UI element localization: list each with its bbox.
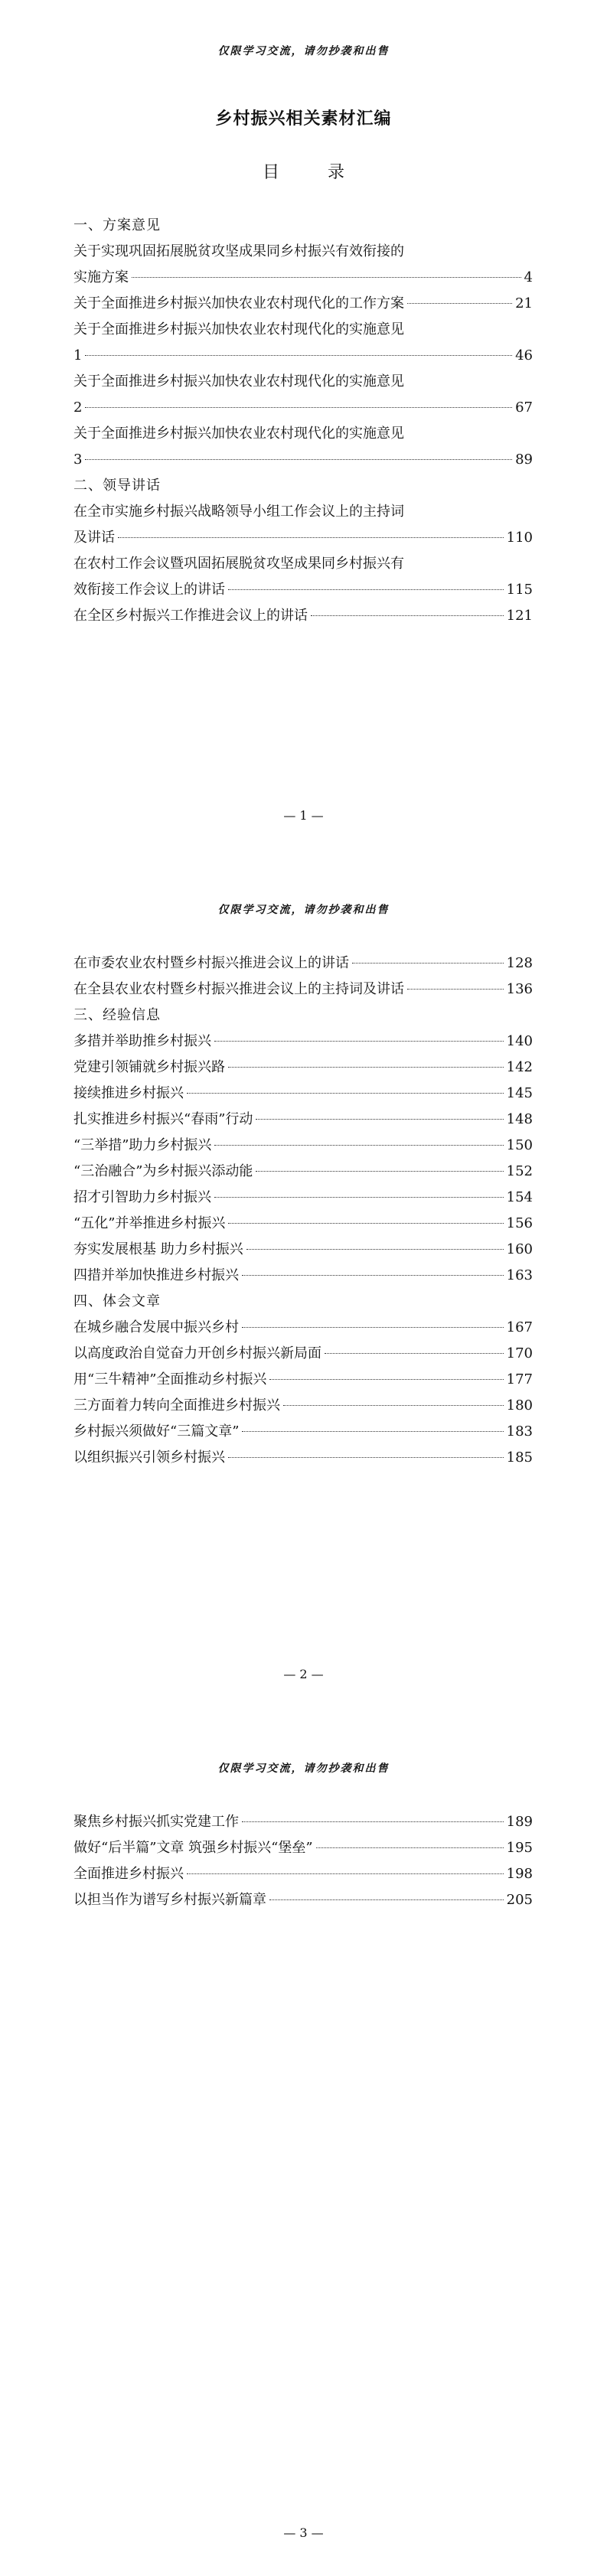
dot-leader [283,1405,504,1406]
dot-leader [187,1093,504,1094]
toc-entry-title: 扎实推进乡村振兴“春雨”行动 [73,1111,253,1127]
dot-leader [407,303,512,304]
toc-page-number: 198 [506,1866,533,1882]
toc-entry [73,343,533,369]
dot-leader [311,615,504,616]
toc-page-number: 170 [506,1345,533,1361]
toc-page-number: 145 [506,1085,533,1101]
toc-page-number: 183 [506,1423,533,1440]
dot-leader [85,459,512,460]
toc-entry-title: 及讲话 [73,530,115,546]
dot-leader [242,1275,504,1276]
toc-entry-title: 党建引领铺就乡村振兴路 [73,1059,225,1075]
toc-entry-title: 全面推进乡村振兴 [73,1866,184,1882]
dot-leader [118,537,504,538]
toc-page-number: 21 [515,295,533,311]
dot-leader [85,407,512,408]
toc-entry-title: 3 [73,452,83,468]
dot-leader [228,1223,503,1224]
toc-entry-title: 用“三牛精神”全面推动乡村振兴 [73,1371,267,1387]
dot-leader [132,277,521,278]
toc-entry-title: “五化”并举推进乡村振兴 [73,1215,226,1231]
toc-entry [73,1211,533,1237]
toc-page-number: 128 [506,955,533,971]
toc-page-number: 140 [506,1033,533,1049]
toc-entry-title: 夯实发展根基 助力乡村振兴 [73,1241,243,1257]
header-note: 仅限学习交流，请勿抄袭和出售 [217,45,390,57]
toc-entry-line: 关于全面推进乡村振兴加快农业农村现代化的实施意见 [73,321,404,337]
toc-entry-line: 关于全面推进乡村振兴加快农业农村现代化的实施意见 [73,426,404,442]
toc-page-number: 150 [506,1137,533,1153]
toc-entry [73,603,533,629]
dot-leader [269,1899,504,1900]
dot-leader [214,1041,504,1042]
dot-leader [256,1119,503,1120]
toc-entry-title: “三举措”助力乡村振兴 [73,1137,212,1153]
toc-section-heading: 二、领导讲话 [73,478,161,494]
toc-entry-title: 在全区乡村振兴工作推进会议上的讲话 [73,608,308,624]
toc-entry [73,1107,533,1133]
toc-page-number: 167 [506,1319,533,1335]
toc-entry-line: 在农村工作会议暨巩固拓展脱贫攻坚成果同乡村振兴有 [73,556,404,572]
toc-entry [73,447,533,473]
toc-entry-title: 以组织振兴引领乡村振兴 [73,1449,225,1466]
page-1 [0,0,607,859]
toc-entry [73,577,533,603]
toc-entry [73,1185,533,1211]
document-title: 乡村振兴相关素材汇编 [215,109,392,129]
toc-entry-title: 效衔接工作会议上的讲话 [73,582,225,598]
toc-page-number: 121 [506,608,533,624]
dot-leader [187,1873,504,1874]
toc-entry [73,1861,533,1887]
toc-entry-title: 做好“后半篇”文章 筑强乡村振兴“堡垒” [73,1840,313,1856]
toc-entry-title: 聚焦乡村振兴抓实党建工作 [73,1814,239,1830]
page-3 [0,1717,607,2576]
toc-entry-line: 关于全面推进乡村振兴加快农业农村现代化的实施意见 [73,373,404,390]
toc-page-number: 67 [515,399,533,416]
toc-entry [73,1237,533,1263]
table-of-contents [73,213,533,629]
toc-page-number: 4 [524,269,533,285]
toc-entry-title: 关于全面推进乡村振兴加快农业农村现代化的工作方案 [73,295,404,311]
header-note: 仅限学习交流，请勿抄袭和出售 [217,1762,390,1775]
toc-entry [73,1393,533,1419]
toc-page-number: 160 [506,1241,533,1257]
dot-leader [246,1249,504,1250]
toc-entry [73,265,533,291]
toc-page-number: 110 [506,530,533,546]
toc-section-heading: 三、经验信息 [73,1007,161,1023]
toc-entry-title: 接续推进乡村振兴 [73,1085,184,1101]
toc-entry-title: 在市委农业农村暨乡村振兴推进会议上的讲话 [73,955,349,971]
toc-entry [73,1263,533,1289]
toc-section-heading: 四、体会文章 [73,1293,161,1309]
toc-page-number: 142 [506,1059,533,1075]
dot-leader [214,1197,504,1198]
toc-entry-line: 关于实现巩固拓展脱贫攻坚成果同乡村振兴有效衔接的 [73,243,404,259]
toc-page-number: 205 [506,1892,533,1908]
toc-entry-title: “三治融合”为乡村振兴添动能 [73,1163,253,1179]
toc-entry-title: 实施方案 [73,269,129,285]
toc-section-heading: 一、方案意见 [73,217,161,233]
toc-entry-title: 乡村振兴须做好“三篇文章” [73,1423,240,1440]
toc-entry [73,525,533,551]
toc-heading: 目 录 [263,163,366,182]
toc-entry [73,951,533,977]
toc-page-number: 163 [506,1267,533,1283]
toc-page-number: 152 [506,1163,533,1179]
page-number: — 2 — [283,1667,324,1681]
toc-page-number: 156 [506,1215,533,1231]
toc-entry-title: 多措并举助推乡村振兴 [73,1033,211,1049]
toc-entry-title: 在城乡融合发展中振兴乡村 [73,1319,239,1335]
dot-leader [269,1379,503,1380]
dot-leader [256,1171,503,1172]
toc-entry-title: 2 [73,399,83,416]
toc-entry [73,1367,533,1393]
toc-entry [73,1445,533,1471]
toc-entry [73,291,533,317]
toc-page-number: 136 [506,981,533,997]
toc-entry [73,1055,533,1081]
toc-page-number: 46 [515,347,533,364]
toc-entry [73,1341,533,1367]
toc-entry [73,977,533,1003]
dot-leader [228,589,504,590]
dot-leader [407,989,504,990]
toc-entry [73,1315,533,1341]
table-of-contents [73,1809,533,1913]
toc-entry [73,1419,533,1445]
toc-entry [73,1887,533,1913]
toc-entry-line: 在全市实施乡村振兴战略领导小组工作会议上的主持词 [73,504,404,520]
dot-leader [214,1145,503,1146]
toc-page-number: 154 [506,1189,533,1205]
toc-entry [73,1159,533,1185]
toc-entry [73,395,533,421]
toc-entry-title: 以高度政治自觉奋力开创乡村振兴新局面 [73,1345,321,1361]
toc-page-number: 177 [506,1371,533,1387]
dot-leader [325,1353,504,1354]
toc-entry [73,1835,533,1861]
dot-leader [85,355,512,356]
toc-page-number: 115 [506,582,533,598]
page-2 [0,859,607,1717]
toc-page-number: 189 [506,1814,533,1830]
dot-leader [228,1457,504,1458]
toc-entry [73,1081,533,1107]
header-note: 仅限学习交流，请勿抄袭和出售 [217,904,390,916]
toc-page-number: 180 [506,1397,533,1414]
page-number: — 1 — [283,808,324,823]
dot-leader [352,963,504,964]
toc-entry-title: 招才引智助力乡村振兴 [73,1189,211,1205]
toc-entry [73,1029,533,1055]
toc-entry [73,1809,533,1835]
toc-entry-title: 1 [73,347,83,364]
toc-entry-title: 在全县农业农村暨乡村振兴推进会议上的主持词及讲话 [73,981,404,997]
dot-leader [242,1327,504,1328]
toc-entry-title: 以担当作为谱写乡村振兴新篇章 [73,1892,266,1908]
dot-leader [242,1821,504,1822]
table-of-contents [73,951,533,1471]
toc-entry-title: 四措并举加快推进乡村振兴 [73,1267,239,1283]
toc-entry [73,1133,533,1159]
toc-page-number: 195 [506,1840,533,1856]
toc-page-number: 148 [506,1111,533,1127]
dot-leader [228,1067,504,1068]
page-number: — 3 — [283,2525,324,2540]
toc-page-number: 89 [515,452,533,468]
dot-leader [242,1431,503,1432]
dot-leader [316,1847,504,1848]
toc-entry-title: 三方面着力转向全面推进乡村振兴 [73,1397,280,1414]
toc-page-number: 185 [506,1449,533,1466]
